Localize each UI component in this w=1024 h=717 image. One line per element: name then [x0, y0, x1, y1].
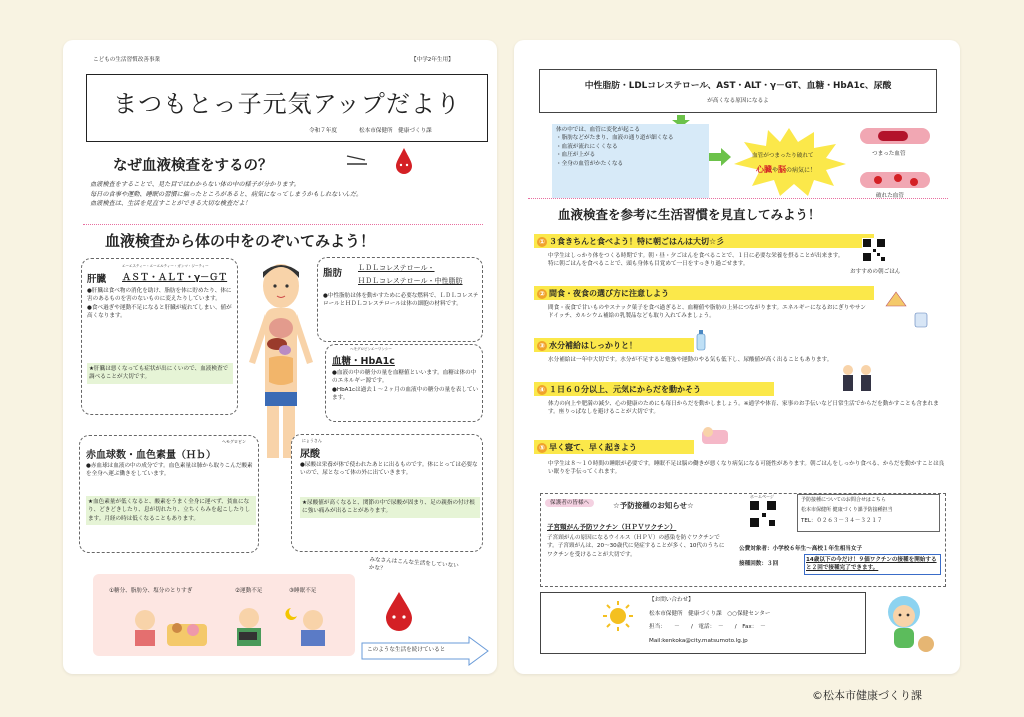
tip-4-body: 体力の向上や肥満の減少、心の健康のためにも毎日からだを動かしましょう。※通学や体育、家事のお手伝いなど日常生活でからだを動かすことも含まれます。座りっぱなしを避けることが大切です。: [548, 401, 939, 416]
title-box: [86, 74, 488, 142]
divider: [83, 224, 483, 225]
mascot-illustration: [874, 590, 936, 660]
tip-1-body: 中学生はしっかり体をつくる時期です。朝・昼・夕ごはんを食べることで、１日に必要な栄養を摂ることが出来ます。特に朝ごはんを食べることで、頭も身体も目覚めて一日をすっきり過ごせます。: [548, 253, 844, 268]
look-heading: 血液検査から体の中をのぞいてみよう！: [105, 232, 376, 250]
blocked-vessel-caption: つまった血管: [872, 151, 906, 157]
newsletter-title: まつもとっ子元気アップだより: [113, 90, 461, 118]
grade-label: 【中学2年生用】: [411, 57, 454, 63]
fat-card: 脂肪 ＬＤＬコレステロール・ ＨＤＬコレステロール・中性脂肪 ●中性脂肪は体を動かすために必要な燃料で、ＬＤＬコレステロールとＨＤＬコレステロールは体の細胞の材料です。: [317, 257, 483, 342]
issuer: 松本市保健所 健康づくり課: [359, 128, 432, 134]
tip-3-body: 水分補給は一年中大切です。水分が不足すると勉強や運動のやる気も低下し、尿酸値が高く出ることもあります。: [548, 357, 833, 363]
vessel-changes: 体の中では、血管に変化が起こる ・脂肪などがたまり、血液の通り道が細くなる ・血液が流れにくくなる ・血圧が上がる ・全身の血管がかたくなる: [552, 124, 709, 198]
tip-4-title: ④ １日６０分以上、元気にからだを動かそう: [537, 384, 701, 395]
breakfast-qr-code[interactable]: [862, 238, 886, 266]
contact-email[interactable]: Mail:kenkoka@city.matsumoto.lg.jp: [649, 638, 748, 644]
danger-burst: 血管がつまったり破れて 心臓や脳の病気に！: [730, 126, 848, 198]
vaccine-inquiry-box: 予防接種についてのお問合せはこちら 松本市保健所 健康づくり課予防接種担当 TEL：０２６３－３４－３２１７: [797, 494, 940, 532]
sun-icon: [601, 599, 635, 637]
speech-lines-icon: [345, 152, 371, 176]
blood-drop-icon: [393, 146, 415, 178]
causes-box: 中性脂肪・LDLコレステロール、AST・ALT・γ－GT、血糖・HbA1c、尿酸 が高くなる原因になるよ: [539, 69, 937, 113]
walking-students-illustration: [836, 362, 876, 400]
red-blood-cell-card: ヘモグロビン 赤血球数・血色素量（Ｈｂ） ●赤血球は血液の中の成分です。血色素量は肺から取りこんだ酸素を全身へ運ぶ働きをしています。 ★血色素量が低くなると、酸素をうまく全身に運べず、貧血になり、どきどきしたり、息が切れたり、立ちくらみを起こしたりします。月経の時は低くなることもあります。: [79, 435, 259, 553]
tip-2-body: 間食・夜食で甘いものやスナック菓子を食べ過ぎると、血糖値や脂肪の上昇につながります。エネルギーになるおにぎりやサンドイッチ、カルシウム補給の乳製品なども取り入れてみましょう。: [548, 305, 866, 320]
water-bottle-icon: [694, 328, 708, 356]
tip-5-title: ⑤ 早く寝て、早く起きよう: [537, 442, 637, 453]
contact-box: 【お問い合わせ】 松本市保健所 健康づくり課 ○○保健センター 担当： － / 電話： － / Fax： － Mail:kenkoka@city.matsumoto.lg.jp: [540, 592, 866, 654]
tip-5-body: 中学生は８～１０時間の睡眠が必要です。睡眠不足は脳の働きが悪くなり病気になる可能性があります。朝ごはんをしっかり食べる、からだを動かすことは良い眠りを手伝ってくれます。: [548, 461, 945, 476]
sleeping-child-illustration: [700, 422, 730, 450]
sleepless-illustration: [283, 602, 343, 654]
why-body: 血液検査をすることで、見た目ではわからない体の中の様子が分かります。 毎日の食事や運動、睡眠の習慣に偏ったところがあると、病気になってしまうかもしれないんだ。 血液検査は、生活を見直すことができる大切な検査だよ！: [90, 181, 363, 208]
overeating-illustration: [123, 602, 213, 654]
milk-icon: [912, 310, 930, 332]
continue-arrow: このような生活を続けていると: [361, 636, 489, 666]
tip-1-title: ① ３食きちんと食べよう！特に朝ごはんは大切☆彡: [537, 236, 724, 247]
worried-drop-icon: [381, 588, 417, 638]
snack-icon: [884, 290, 908, 312]
why-heading: なぜ血液検査をするの？: [113, 158, 273, 174]
bad-habits-panel: ①糖分、脂肪分、塩分のとりすぎ ②運動不足 ③睡眠不足: [93, 574, 355, 656]
liver-card: 肝臓 エーエスティー・エーエルティー・ガンマ・ジーティー ＡＳＴ・ＡＬＴ・γ－ＧＴ ●肝臓は食べ物の消化を助け、脂肪を体に貯めたり、体に害のあるものを害のないものに変えたりしています。 ●食べ過ぎや運動不足になると肝臓が疲れてしまい、値が高くなります。 ★肝臓は悪くなっても症状が出にくいので、血液検査で調べることが大切です。: [81, 258, 238, 415]
left-page: [63, 40, 497, 674]
right-arrow-icon: [709, 148, 731, 170]
divider: [528, 198, 948, 199]
vaccine-notice: 保護者の皆様へ ☆予防接種のお知らせ☆ 子宮頸がん予防ワクチン（ＨＰＶワクチン） 子宮頸がんの原因になるウイルス（ＨＰＶ）の感染を防ぐワクチンです。子宮頸がんは、20～30歳代に発症することが多く、10代のうちにワクチンを受けることが大切です。 ホームページ 予防接種についてのお問合せはこちら 松本市保健所 健康づくり課予防接種担当 TEL：０２６３－３４－３２１７ 公費対象者：小学校６年生～高校１年生相当女子 接種回数：３回 14歳以下の今だけ！９価ワクチンの接種を開始すると２回で接種完了できます。: [540, 493, 946, 587]
copyright-credit: ©松本市健康づくり課: [812, 689, 922, 702]
qr-caption: おすすめの朝ごはん: [850, 269, 901, 275]
vaccine-qr-code[interactable]: [749, 500, 777, 532]
tip-2-title: ② 間食・夜食の選び方に注意しよう: [537, 288, 669, 299]
dose-highlight: 14歳以下の今だけ！９価ワクチンの接種を開始すると２回で接種完了できます。: [804, 554, 941, 575]
project-label: こどもの生活習慣改善事業: [93, 57, 161, 63]
review-heading: 血液検査を参考に生活習慣を見直してみよう！: [558, 207, 821, 222]
fiscal-year: 令和７年度: [309, 128, 337, 134]
tip-3-title: ③ 水分補給はしっかりと！: [537, 340, 637, 351]
right-page: [514, 40, 960, 674]
question-text: みなさんはこんな生活をしていないかな？: [368, 556, 459, 573]
uric-acid-card: にょうさん 尿酸 ●尿酸は栄養が体で使われたあとに出るものです。体にとっては必要ないので、尿となって体の外に出ていきます。 ★尿酸値が高くなると、関節の中で尿酸が固まり、足の親指の付け根に強い痛みが出ることがあります。: [291, 434, 483, 552]
ruptured-vessel-caption: 破れた血管: [876, 193, 904, 199]
gaming-illustration: [225, 602, 275, 654]
blood-sugar-card: ヘモグロビンエーワンシー 血糖・HbA1c ●血液の中の糖分の量を血糖値といいます。血糖は体の中のエネルギー源です。 ●HbA1cは過去１～２ヶ月の血液中の糖分の量を表しています。: [325, 344, 483, 422]
